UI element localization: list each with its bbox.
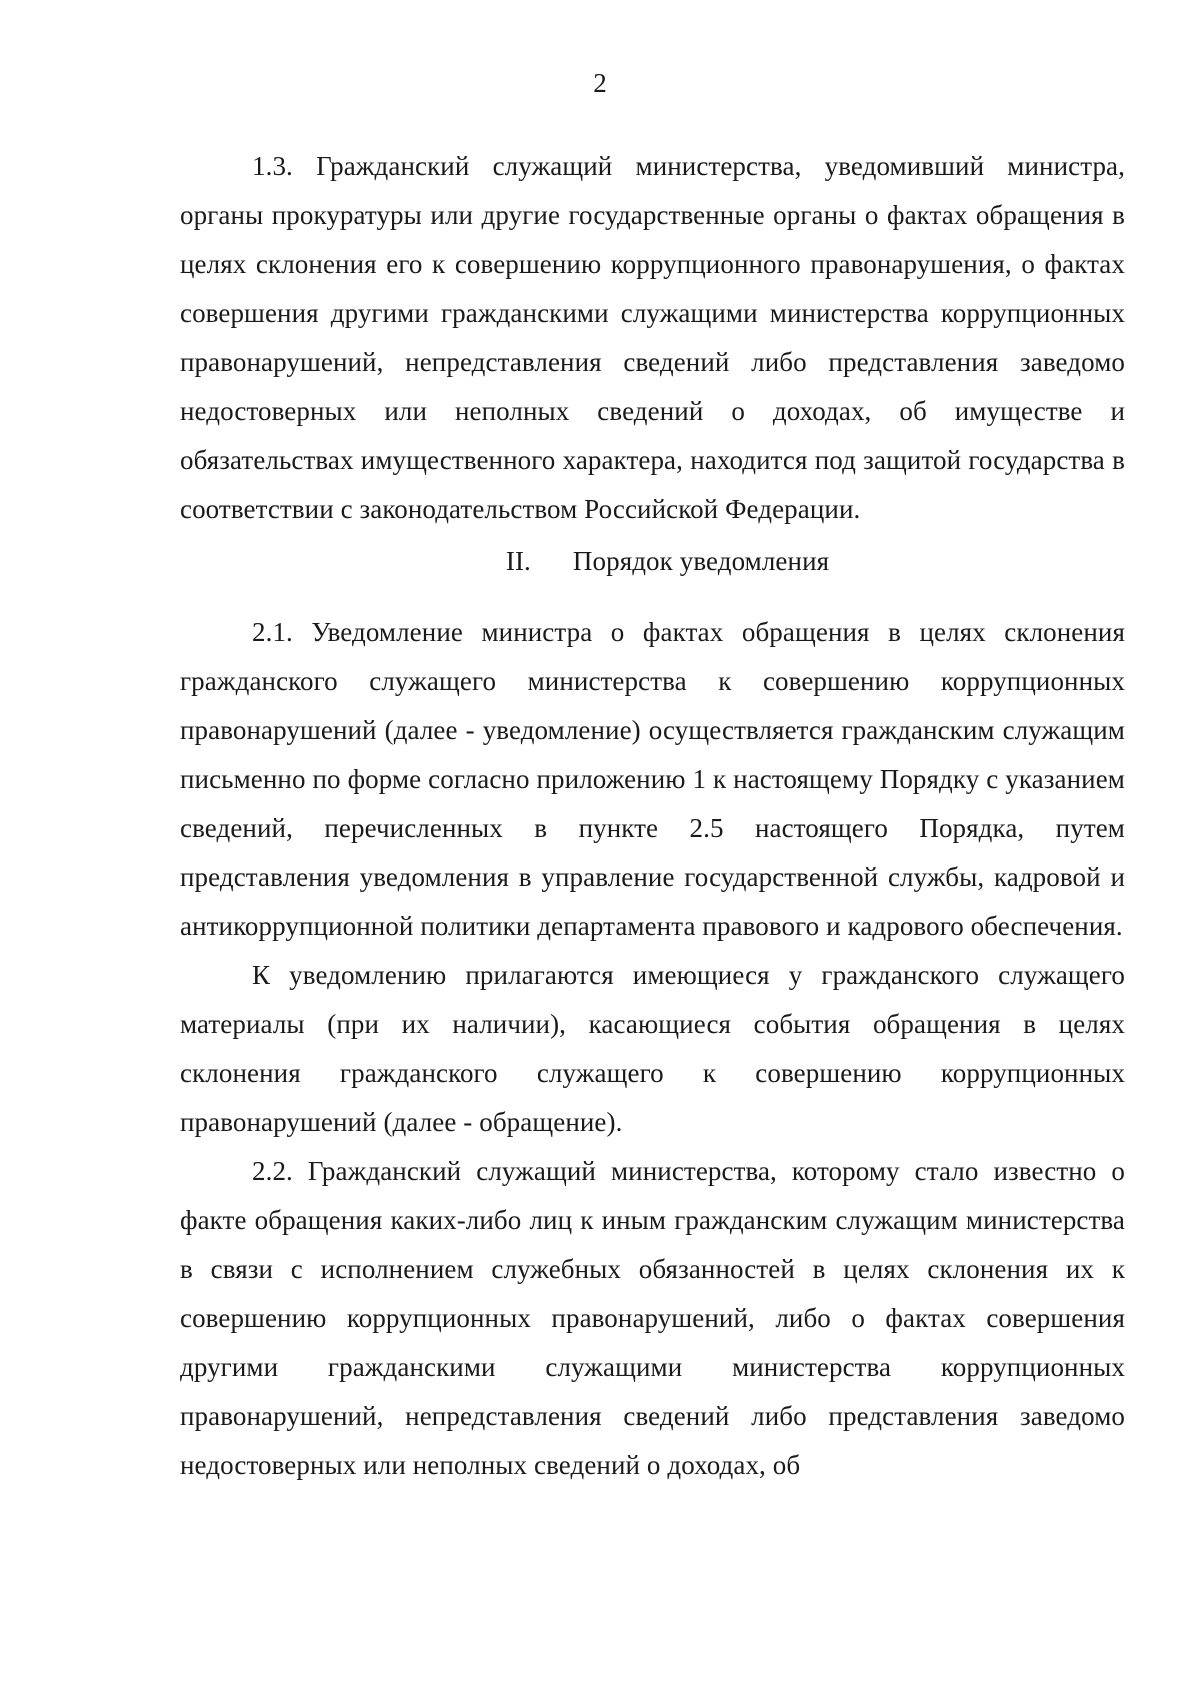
paragraph-1-3: 1.3. Гражданский служащий министерства, уведомивший министра, органы прокуратуры или другие государственные органы о фактах обращения в целях склонения его к совершению коррупционного правонарушения, о фактах совершения другими гражданскими служащими министерства коррупционных правонарушений, непредставления сведений либо представления заведомо недостоверных или неполных сведений о доходах, об имуществе и обязательствах имущественного характера, находится под защитой государства в соответствии с законодательством Российской Федерации. [180,151,1125,524]
section-title: Порядок уведомления [572,546,830,576]
document-body [180,142,1125,1490]
section-number: II. [505,546,531,576]
section-heading [180,537,1125,586]
paragraph-attachments: К уведомлению прилагаются имеющиеся у гражданского служащего материалы (при их наличии), касающиеся события обращения в целях склонения гражданского служащего к совершению коррупционных правонарушений (далее - обращение). [180,960,1125,1137]
paragraph-2-1: 2.1. Уведомление министра о фактах обращения в целях склонения гражданского служащего министерства к совершению коррупционных правонарушений (далее - уведомление) осуществляется гражданским служащим письменно по форме согласно приложению 1 к настоящему Порядку с указанием сведений, перечисленных в пункте 2.5 настоящего Порядка, путем представления уведомления в управление государственной службы, кадровой и антикоррупционной политики департамента правового и кадрового обеспечения. [180,617,1125,941]
paragraph-2-2: 2.2. Гражданский служащий министерства, которому стало известно о факте обращения каких-либо лиц к иным гражданским служащим министерства в связи с исполнением служебных обязанностей в целях склонения их к совершению коррупционных правонарушений, либо о фактах совершения другими гражданскими служащими министерства коррупционных правонарушений, непредставления сведений либо представления заведомо недостоверных или неполных сведений о доходах, об [180,1156,1125,1480]
page-number: 2 [593,68,607,98]
